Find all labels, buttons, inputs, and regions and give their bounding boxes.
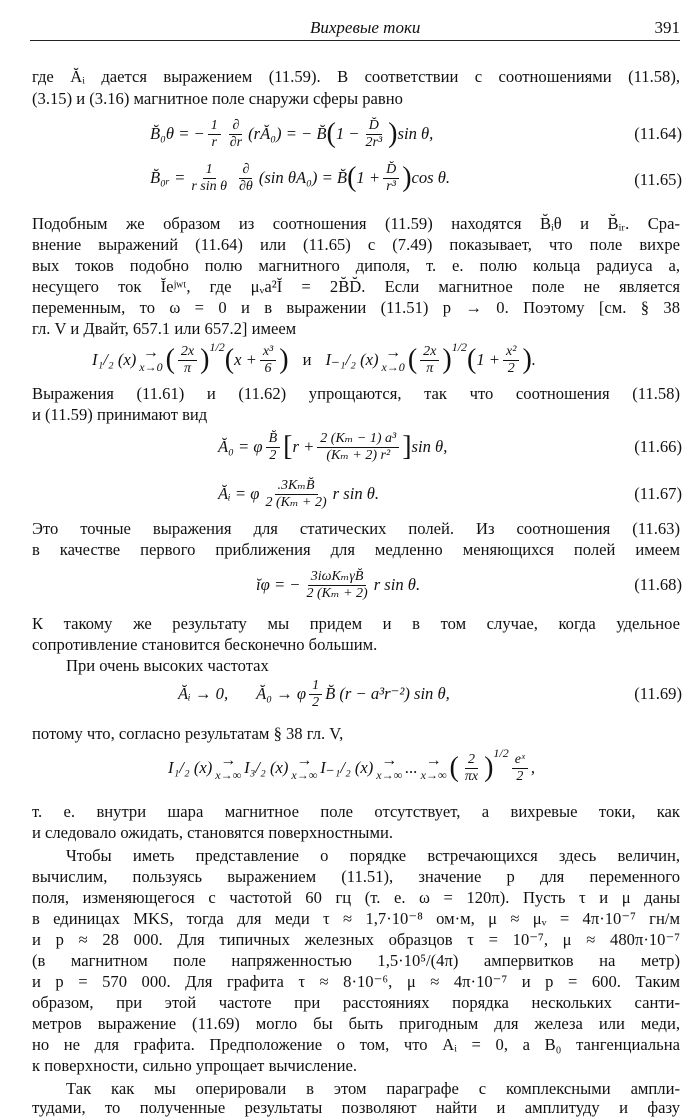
equation-number: (11.69) — [634, 684, 682, 703]
eq-part: sin θ, — [411, 437, 448, 456]
text-line: в качестве первого приближения для медленно меняющихся полей имеем — [32, 540, 680, 559]
numerator: B̆ — [266, 431, 281, 448]
text-line: метров выражение (11.69) могло бы быть пригодным для железа или меди, — [32, 1014, 680, 1033]
numerator: D̆ — [366, 118, 382, 135]
eq-part: Ă₀ → φ — [256, 684, 307, 703]
numerator: 2x — [420, 344, 439, 361]
fraction — [260, 344, 276, 377]
eq-part: B̆₀θ = − — [150, 124, 205, 143]
text-line: к поверхности, сильно упрощает вычисление. — [32, 1056, 358, 1075]
paren: ( — [224, 344, 235, 375]
eq-part: I₋₁/₂ (x) — [320, 758, 374, 777]
paren: ) — [442, 344, 452, 375]
text-line: Это точные выражения для статических полей. Из соотношения (11.63) — [32, 519, 680, 538]
eq-part: I₁/₂ (x) — [92, 350, 137, 369]
denominator: (Kₘ + 2) r² — [326, 447, 391, 463]
fraction — [309, 678, 322, 711]
text-line: Чтобы иметь представление о порядке встречающихся здесь величин, — [66, 846, 680, 865]
paren: ) — [200, 344, 210, 375]
bessel-limits-large-x — [168, 746, 535, 790]
limit-arrow: → x→0 — [139, 343, 163, 374]
fraction — [317, 431, 399, 464]
eq-part: r sin θ. — [373, 575, 421, 594]
numerator: x² — [503, 344, 519, 361]
denominator: 6 — [264, 360, 272, 376]
numerator: .3KₘB̆ — [275, 478, 318, 495]
text-line: образом, при этой частоте при расстояниях порядка нескольких санти- — [32, 993, 680, 1012]
text-line: поля, изменяющегося с частотой 60 гц (т. е. ω = 120π). Пусть τ и μ даны — [32, 888, 680, 907]
numerator: eˣ — [512, 752, 528, 769]
limit-sub: x→0 — [381, 359, 405, 374]
text-line: и следовало ожидать, становятся поверхностными. — [32, 823, 393, 842]
eq-part: (rĂ₀) = − B̆ — [248, 124, 327, 143]
denominator: 2 — [507, 360, 515, 376]
denominator: 2 (Kₘ + 2) — [265, 494, 327, 510]
equation-number: (11.64) — [634, 124, 682, 143]
eq-part: r sin θ. — [332, 484, 380, 503]
eq-part: (sin θA₀) = B̆ — [258, 168, 348, 187]
equation-number: (11.67) — [634, 484, 682, 503]
fraction — [227, 118, 245, 151]
limit-arrow: → x→∞ — [420, 751, 447, 782]
fraction — [236, 162, 256, 195]
numerator: ∂ — [229, 118, 242, 135]
eq-part: 1 − — [335, 124, 360, 143]
text-line: вых токов подобно полю магнитного диполя, т. е. полю кольца радиуса a, — [32, 256, 680, 275]
text-line: гл. V и Двайт, 657.1 или 657.2] имеем — [32, 319, 297, 338]
fraction — [303, 569, 370, 602]
fraction — [208, 118, 221, 151]
paren: ( — [165, 344, 175, 375]
exponent: 1/2 — [209, 340, 225, 354]
page-number: 391 — [654, 18, 680, 37]
eq-part: ... — [405, 758, 418, 777]
numerator: 2 — [465, 752, 478, 769]
limit-sub: x→∞ — [291, 767, 318, 782]
equation-number: (11.66) — [634, 437, 682, 456]
text-line: (3.15) и (3.16) магнитное поле снаружи сферы равно — [32, 89, 403, 108]
numerator: 2 (Kₘ − 1) a³ — [317, 431, 399, 448]
equation-11-67 — [218, 474, 379, 514]
text-line: переменным, то ω = 0 и в выражении (11.51) p → 0. Поэтому [см. § 38 — [32, 298, 680, 317]
exponent: 1/2 — [451, 340, 468, 354]
fraction — [266, 431, 281, 464]
numerator: 1 — [203, 162, 216, 179]
paren: ( — [326, 118, 336, 149]
denominator: πx — [464, 768, 479, 784]
eq-part: I₁/₂ (x) — [168, 758, 213, 777]
text-line: Так как мы оперировали в этом параграфе с комплексными ампли- — [66, 1079, 680, 1098]
fraction — [420, 344, 439, 377]
limit-arrow: → x→∞ — [215, 751, 242, 782]
equation-11-68 — [256, 564, 420, 606]
denominator: ∂r — [229, 134, 243, 150]
text-line: и p = 570 000. Для графита τ ≈ 8·10⁻⁶, μ ≈ 4π·10⁻⁷ и p = 600. Таким — [32, 972, 680, 991]
exponent: 1/2 — [493, 746, 509, 760]
numerator: D̆ — [383, 162, 399, 179]
fraction — [188, 162, 230, 195]
bessel-limits-small-x: I₁/₂ (x) → x→0 ( $\frac{2x}{\pi}$ ) $^{1/2}$ ( x + $\frac{\text{x³}}{6}$ ) и I₋₁/₂ (x) → x→0 ( $\frac{2x}{\pi}$ ) $^{1/2}$ ( 1 + $\frac{\text{x²}}{2}$ ) . — [92, 340, 536, 376]
text-line: Выражения (11.61) и (11.62) упрощаются, так что соотношения (11.58) — [32, 384, 680, 403]
denominator: 2 — [516, 768, 524, 784]
limit-arrow: → x→∞ — [376, 751, 403, 782]
paren: ( — [467, 344, 477, 375]
equation-number: (11.65) — [634, 170, 682, 189]
equation-11-64 — [150, 116, 433, 152]
text-line: но не для графита. Предположение о том, что Aᵢ = 0, а B₀ тангенциальна — [32, 1035, 680, 1054]
running-header — [30, 14, 680, 41]
fraction — [178, 344, 197, 377]
text-line: в единицах MKS, тогда для меди τ ≈ 1,7·10⁻⁸ ом·м, μ ≈ μᵥ = 4π·10⁻⁷ гн/м — [32, 909, 680, 928]
eq-part: sin θ, — [397, 124, 434, 143]
eq-part: x + — [234, 350, 257, 369]
text-line: (в магнитном поле напряженностью 1,5·10⁵/(4π) ампервитков на метр) — [32, 951, 680, 970]
eq-part: I₋₁/₂ (x) — [325, 350, 379, 369]
denominator: ∂θ — [239, 178, 253, 194]
numerator: x³ — [260, 344, 276, 361]
paren: ( — [407, 344, 418, 375]
paren: ( — [449, 752, 459, 783]
fraction — [262, 478, 329, 511]
fraction — [512, 752, 528, 785]
eq-part: 1 + — [476, 350, 501, 369]
denominator: 2 — [269, 447, 277, 463]
numerator: ∂ — [239, 162, 252, 179]
numerator: 3iωKₘγB̆ — [308, 569, 367, 586]
denominator: 2 — [312, 694, 320, 710]
eq-part: ĭφ = − — [256, 575, 301, 594]
fraction — [503, 344, 519, 377]
eq-part: Ăᵢ = φ — [218, 484, 260, 503]
text-line: и p ≈ 28 000. Для типичных железных образцов τ = 10⁻⁷, μ ≈ 480π·10⁻⁷ — [32, 930, 680, 949]
denominator: 2r³ — [365, 134, 383, 150]
text-line: где Ăᵢ дается выражением (11.59). В соответствии с соотношениями (11.58), — [32, 67, 680, 86]
limit-arrow: → x→0 — [381, 343, 405, 374]
text-line: вычислим, пользуясь выражением (11.51), значение p для переменного — [32, 867, 680, 886]
bracket: [ — [283, 431, 293, 462]
fraction — [363, 118, 386, 151]
limit-sub: x→∞ — [376, 767, 403, 782]
eq-part: r + — [292, 437, 315, 456]
paren: ) — [484, 752, 494, 783]
text-line: т. е. внутри шара магнитное поле отсутствует, а вихревые токи, как — [32, 802, 680, 821]
numerator: 1 — [208, 118, 221, 135]
text-line: внение выражений (11.64) или (11.65) с (7.49) показывает, что поле вихре — [32, 235, 680, 254]
paren: ) — [402, 162, 412, 193]
eq-part: 1 + — [356, 168, 381, 187]
paren: ( — [347, 162, 357, 193]
equation-11-65 — [150, 160, 450, 196]
text-line: Подобным же образом из соотношения (11.59) находятся B̆ᵢθ и B̆ᵢᵣ. Сра- — [32, 214, 680, 233]
eq-part: B̆₀ᵣ = — [150, 168, 186, 187]
eq-part: Ăᵢ → 0, — [178, 684, 229, 703]
eq-part: и — [302, 350, 312, 369]
text-line: При очень высоких частотах — [66, 656, 269, 675]
denominator: r³ — [386, 178, 396, 194]
numerator: 2x — [178, 344, 197, 361]
fraction — [462, 752, 481, 785]
paren: ) — [522, 344, 532, 375]
numerator: 1 — [309, 678, 322, 695]
text-line: сопротивление становится бесконечно большим. — [32, 635, 378, 654]
denominator: π — [426, 360, 434, 376]
eq-part: Ă₀ = φ — [218, 437, 263, 456]
text-line: тудами, то полученные результаты позволяют найти и амплитуду и фазу — [32, 1098, 680, 1117]
limit-sub: x→∞ — [215, 767, 242, 782]
paren: ) — [279, 344, 289, 375]
text-line: несущего ток Ĭeʲʷᵗ, где μᵥa²Ĭ = 2B̆D̆. Если магнитное поле не является — [32, 277, 680, 296]
text-line: потому что, согласно результатам § 38 гл. V, — [32, 724, 344, 743]
header-title: Вихревые токи — [310, 18, 421, 37]
eq-part: , — [530, 758, 536, 777]
denominator: π — [184, 360, 192, 376]
bracket: ] — [402, 431, 412, 462]
denominator: r sin θ — [191, 178, 228, 194]
eq-part: I₃/₂ (x) — [244, 758, 289, 777]
equation-number: (11.68) — [634, 575, 682, 594]
text-line: К такому же результату мы придем и в том случае, когда удельное — [32, 614, 680, 633]
eq-part: B̆ (r − a³r⁻²) sin θ, — [325, 684, 450, 703]
denominator: r — [211, 134, 217, 150]
equation-11-69 — [178, 674, 450, 714]
limit-sub: x→0 — [139, 359, 163, 374]
fraction — [383, 162, 399, 195]
limit-arrow: → x→∞ — [291, 751, 318, 782]
limit-sub: x→∞ — [420, 767, 447, 782]
eq-part: cos θ. — [411, 168, 451, 187]
paren: ) — [388, 118, 398, 149]
denominator: 2 (Kₘ + 2) — [306, 585, 368, 601]
text-line: и (11.59) принимают вид — [32, 405, 208, 424]
equation-11-66 — [218, 426, 447, 468]
